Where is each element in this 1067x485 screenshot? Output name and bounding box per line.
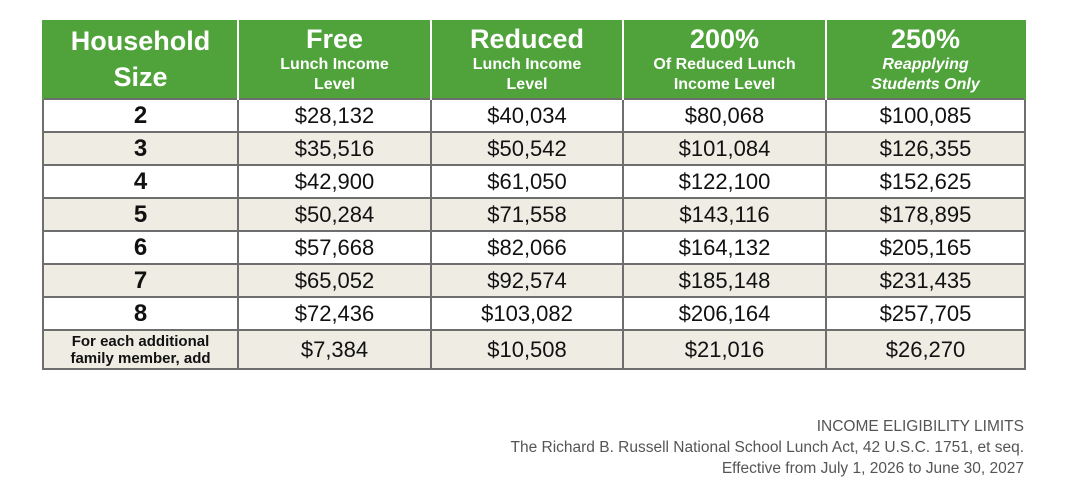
household-size-cell: 6 (43, 231, 238, 264)
reduced-cell: $71,558 (431, 198, 623, 231)
free-cell: $42,900 (238, 165, 431, 198)
header-200-percent-sub1: Of Reduced Lunch (653, 55, 796, 73)
reduced-cell: $82,066 (431, 231, 623, 264)
reduced-cell: $61,050 (431, 165, 623, 198)
household-size-cell: 3 (43, 132, 238, 165)
free-cell: $7,384 (238, 330, 431, 369)
pct200-cell: $206,164 (623, 297, 826, 330)
header-household-size-line1: Household (70, 26, 211, 56)
pct250-cell: $257,705 (826, 297, 1025, 330)
free-cell: $72,436 (238, 297, 431, 330)
free-cell: $65,052 (238, 264, 431, 297)
pct250-cell: $26,270 (826, 330, 1025, 369)
additional-member-row (43, 330, 1025, 369)
header-household-size (43, 20, 238, 99)
table-row (43, 165, 1025, 198)
header-200-percent-title: 200% (689, 23, 760, 54)
pct200-cell: $185,148 (623, 264, 826, 297)
header-free-title: Free (305, 23, 364, 54)
reduced-cell: $92,574 (431, 264, 623, 297)
header-200-percent-sub2: Income Level (673, 75, 776, 93)
header-reduced-sub1: Lunch Income (472, 55, 582, 73)
table-row (43, 297, 1025, 330)
table-row (43, 132, 1025, 165)
reduced-cell: $103,082 (431, 297, 623, 330)
pct200-cell: $21,016 (623, 330, 826, 369)
header-200-percent (623, 20, 826, 99)
household-size-cell: 5 (43, 198, 238, 231)
income-eligibility-table (42, 20, 1026, 370)
table-row (43, 231, 1025, 264)
header-reduced (431, 20, 623, 99)
free-cell: $28,132 (238, 99, 431, 132)
header-free (238, 20, 431, 99)
income-eligibility-table-wrap (42, 20, 1024, 370)
table-header-row (43, 20, 1025, 99)
pct200-cell: $164,132 (623, 231, 826, 264)
header-250-percent-sub1: Reapplying (882, 55, 969, 73)
additional-member-label (43, 330, 238, 369)
pct200-cell: $80,068 (623, 99, 826, 132)
additional-member-label-line1: For each additional (71, 332, 210, 350)
header-reduced-title: Reduced (469, 23, 585, 54)
household-size-cell: 4 (43, 165, 238, 198)
pct250-cell: $152,625 (826, 165, 1025, 198)
free-cell: $57,668 (238, 231, 431, 264)
pct250-cell: $178,895 (826, 198, 1025, 231)
header-250-percent (826, 20, 1025, 99)
pct250-cell: $100,085 (826, 99, 1025, 132)
reduced-cell: $50,542 (431, 132, 623, 165)
header-free-sub1: Lunch Income (280, 55, 389, 73)
header-reduced-sub2: Level (506, 75, 548, 93)
pct200-cell: $143,116 (623, 198, 826, 231)
table-row (43, 264, 1025, 297)
caption-act-reference: The Richard B. Russell National School Lunch Act, 42 U.S.C. 1751, et seq. (510, 439, 1024, 456)
pct250-cell: $126,355 (826, 132, 1025, 165)
table-caption (511, 416, 1025, 479)
header-250-percent-sub2: Students Only (871, 75, 980, 93)
reduced-cell: $40,034 (431, 99, 623, 132)
free-cell: $50,284 (238, 198, 431, 231)
pct250-cell: $231,435 (826, 264, 1025, 297)
header-household-size-line2: Size (113, 62, 168, 92)
header-250-percent-title: 250% (890, 23, 961, 54)
additional-member-label-line2: family member, add (70, 349, 211, 367)
table-row (43, 198, 1025, 231)
household-size-cell: 8 (43, 297, 238, 330)
household-size-cell: 7 (43, 264, 238, 297)
household-size-cell: 2 (43, 99, 238, 132)
free-cell: $35,516 (238, 132, 431, 165)
pct200-cell: $122,100 (623, 165, 826, 198)
table-row (43, 99, 1025, 132)
header-free-sub2: Level (314, 75, 355, 93)
reduced-cell: $10,508 (431, 330, 623, 369)
pct200-cell: $101,084 (623, 132, 826, 165)
pct250-cell: $205,165 (826, 231, 1025, 264)
caption-effective-dates: Effective from July 1, 2026 to June 30, 2027 (721, 460, 1024, 477)
caption-title: INCOME ELIGIBILITY LIMITS (816, 418, 1024, 435)
